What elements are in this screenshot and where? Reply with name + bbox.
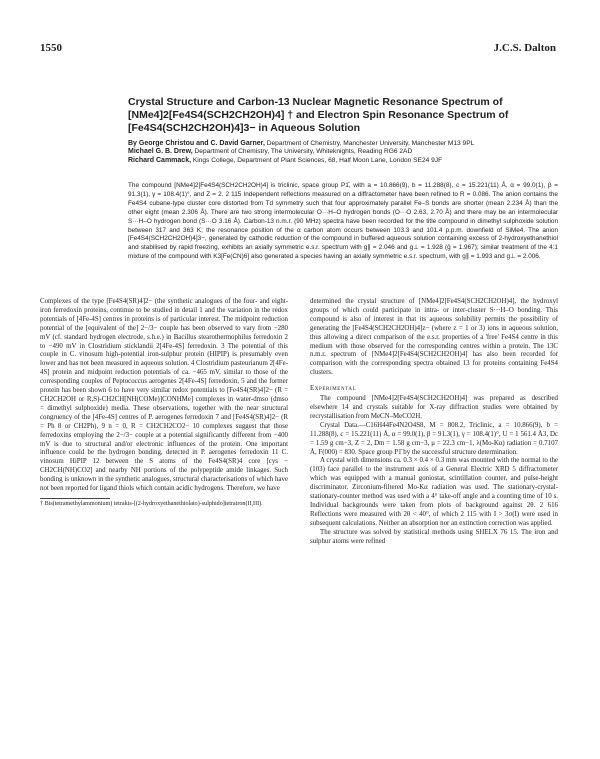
author-affiliation: Department of Chemistry, Manchester University, Manchester M13 9PL	[264, 140, 475, 147]
author-entry-2	[128, 148, 558, 156]
structure-solution-paragraph: The structure was solved by statistical methods using SHELX 76 15. The iron and sulphur atoms were refined	[310, 528, 558, 545]
right-column	[310, 298, 558, 546]
intro-paragraph: Complexes of the type [Fe4S4(SR)4]2− (the synthetic analogues of the four- and eight-iron ferredoxin proteins, continue to be studied in detail 1 and the variation in the redox potentials of [4Fe-4S] centres in proteins is of particular interest. The midpoint reduction potential of the [equivalent of the] 2−/3− couple has been observed to vary from −280 mV (cf. standard hydrogen electrode, s.h.e.) in Bacillus stearothermophilus ferredoxin 2 to −490 mV in Clostridium sticklandii 2[4Fe-4S] ferredoxin. 3 The potential of this couple in C. vinosum high-potential iron-sulphur protein (HIPIP) is presumably even lower and has not been measured in aqueous solution. 4 Clostridium pasteurianum 2[4Fe-4S] protein and midpoint reduction potentials of ca. −465 mV, similar to those of the corresponding couples of Peptococcus aerogenes 2[4Fe-4S] ferredoxin, 5 and the former protein has been shown 6 to have very similar redox potentials to [Fe4S4(SR)4]2− (R = CH2CH2OH or R,S)-CH2CH[NH(COMe)]CONHMe] complexes in water-dmso (dmso = dimethyl sulphoxide) media. These observations, together with the near structural congruency of the [4Fe-4S] centres of P. aerogenes ferredoxin 7 and [Fe4S4(SR)4]2− (R = Ph 8 or CH2Ph), 9 n = 0, R = CH2CH2CO2− 10 complexes suggest that those ferredoxins employing the 2−/3− couple at a potential significantly different from −400 mV is due to structural and/or electronic influences of the protein. One important influence could be the hydrogen bonding, detected in P. aerogenes ferredoxin 11 C. vinosum HiPIP 12 between the S atoms of the Fe4S4(SR)4 core [cys − CH2CH(NH)CO2] and nearby NH portions of the polypeptide amide linkages. Such bonding is unknown in the synthetic analogues, structural characterisations of which have not been reported for ligand thiols which contain acidic hydrogens. Therefore, we have	[40, 298, 288, 493]
intro-continuation: determined the crystal structure of [NMe4]2[Fe4S4(SCH2CH2OH)4], the hydroxyl groups of which could participate in intra- or inter-cluster S···H–O bonding. This compound is also of interest in that its aqueous solubility permits the possibility of generating the [Fe4S4(SCH2CH2OH)4]z− (where z = 1 or 3) ions in aqueous solution, thus allowing a direct comparison of the e.s.r. properties of a 'free' Fe4S4 centre in this medium with those observed for the corresponding centres within a protein. The 13C n.m.r. spectrum of [NMe4]2[Fe4S4(SCH2CH2OH)4] has also been recorded for comparison with the corresponding spectra obtained 13 for proteins containing Fe4S4 clusters.	[310, 298, 558, 377]
author-names: By George Christou and C. David Garner,	[128, 140, 265, 147]
experimental-heading: Experimental	[310, 385, 357, 393]
author-names: Michael G. B. Drew,	[128, 148, 193, 156]
abstract: The compound [NMe4]2[Fe4S4(SCH2CH2OH)4] is triclinic, space group P1̄, with a = 10.866(9), b = 11.288(8), c = 15.221(11) Å, α = 99.0(1), β = 91.3(1), γ = 108.4(1)°, and Z = 2. 2 115 Independent reflections measured on a diffractometer have been refined to R = 0.086. The anion contains the Fe4S4 cubane-type cluster core distorted from Td symmetry such that four approximately parallel Fe–S bonds are shorter (mean 2.234 Å) than the other eight (mean 2.306 Å). There are two strong intermolecular O···H–O hydrogen bonds (O···O 2.63, 2.70 Å) and there may be an intermolecular S···H–O hydrogen bond (S···O 3.16 Å). Carbon-13 n.m.r. (90 MHz) spectra have been recorded for the title compound in dimethyl sulphoxide solution between 317 and 363 K; the resonance position of the α carbon atom occurs between 103.3 and 101.4 p.p.m. downfield of SiMe4. The anion [Fe4S4(SCH2CH2OH)4]3−, generated by cathodic reduction of the compound in buffered aqueous solution containing excess of 2-hydroxyethanethiol and stabilised by rapid freezing, exhibits an axially symmetric e.s.r. spectrum with g∥ = 2.046 and g⊥ = 1.928 (ḡ = 1.967); similar treatment of the 4:1 mixture of the compound with K3[Fe(CN)6] also generated a species having an axially symmetric e.s.r. spectrum, with g∥ = 1.993 and g⊥ = 2.006.	[128, 182, 558, 261]
left-column	[40, 298, 288, 509]
footnote: † Bis(tetramethylammonium) tetrakis-[(2-hydroxyethanethiolato)-sulphido]tetrairon(II,III).	[40, 500, 263, 507]
author-block	[128, 140, 558, 165]
experimental-paragraph: The compound [NMe4]2[Fe4S4(SCH2CH2OH)4] was prepared as described elsewhere 14 and crystals suitable for X-ray diffraction studies were obtained by recrystallisation from MeCN–MeCO2H.	[310, 395, 558, 420]
page-number: 1550	[40, 42, 62, 54]
crystal-data-paragraph: Crystal Data.—C16H44Fe4N2O4S8, M = 808.2, Triclinic, a = 10.866(9), b = 11.288(8), c = 15.221(11) Å, α = 99.0(1), β = 91.3(1), γ = 108.4(1)°, U = 1 561.4 Å3, Dc = 1.59 g cm−3, Z = 2, Dm = 1.58 g cm−3, μ = 22.3 cm−1, λ(Mo-Kα) radiation = 0.7107 Å, F(000) = 830. Space group P1̄ by the successful structure determination.	[310, 421, 558, 456]
article-title: Crystal Structure and Carbon-13 Nuclear Magnetic Resonance Spectrum of [NMe4]2[Fe4S4(SCH2CH2OH)4] † and Electron Spin Resonance Spectrum of [Fe4S4(SCH2CH2OH)4]3− in Aqueous Solution	[128, 96, 509, 134]
running-head: J.C.S. Dalton	[493, 42, 556, 54]
footnote-divider	[40, 498, 110, 499]
author-entry-1	[128, 140, 558, 148]
data-collection-paragraph: A crystal with dimensions ca. 0.3 × 0.4 × 0.3 mm was mounted with the normal to the (103) face parallel to the instrument axis of a General Electric XRD 5 diffractometer which was equipped with a manual goniostat, scintillation counter, and pulse-height discriminator. Zirconium-filtered Mo-Kα radiation was used. The stationary-crystal-stationary-counter method was used with a 4° take-off angle and a counting time of 10 s. Individual backgrounds were taken from plots of background against 2θ. 2 616 Reflections were measured with 2θ < 40°, of which 2 115 with I > 3σ(I) were used in subsequent calculations. Neither an absorption nor an extinction correction was applied.	[310, 457, 558, 527]
author-names: Richard Cammack,	[128, 156, 192, 164]
author-entry-3	[128, 157, 558, 165]
author-affiliation: Kings College, Department of Plant Sciences, 68, Half Moon Lane, London SE24 9JF	[191, 156, 443, 164]
author-affiliation: Department of Chemistry, The University, Whiteknights, Reading RG6 2AD	[192, 148, 413, 156]
